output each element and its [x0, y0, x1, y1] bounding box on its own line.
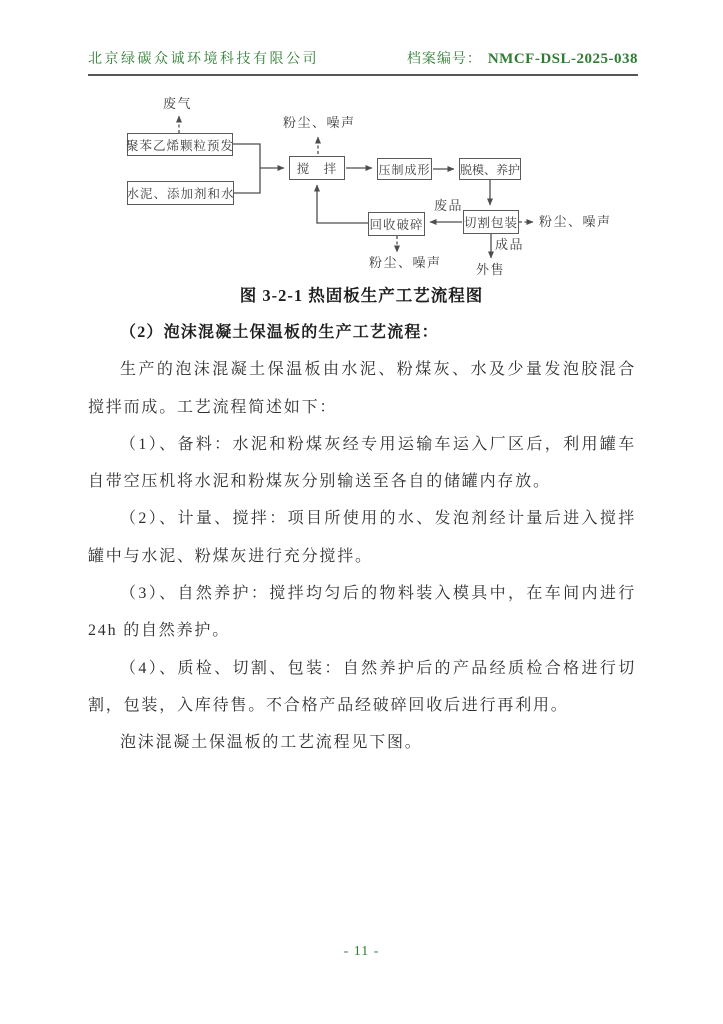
paragraph-intro: 生产的泡沫混凝土保温板由水泥、粉煤灰、水及少量发泡胶混合搅拌而成。工艺流程简述如下： — [88, 361, 636, 416]
label-waste-gas: 废气 — [163, 96, 193, 111]
figure-caption: 图 3-2-1 热固板生产工艺流程图 — [239, 286, 484, 305]
flow-node-cement-additives-water: 水泥、添加剂和水 — [127, 181, 234, 205]
page-header — [88, 48, 638, 76]
label-dust-noise-cutting: 粉尘、噪声 — [539, 214, 612, 229]
archive-number-value: NMCF-DSL-2025-038 — [487, 51, 638, 67]
flow-node-recycle-crushing: 回收破碎 — [368, 212, 425, 236]
label-scrap: 废品 — [434, 198, 464, 213]
flowchart-connectors — [0, 88, 723, 288]
company-name: 北京绿碳众诚环境科技有限公司 — [88, 52, 319, 67]
page-number: - 11 - — [343, 944, 380, 959]
flow-node-press-forming: 压制成形 — [377, 158, 432, 180]
archive-label: 档案编号： — [406, 52, 482, 67]
label-external-sale: 外售 — [476, 262, 506, 277]
document-body — [88, 314, 636, 762]
paragraph-step-4: （4）、质检、切割、包装：自然养护后的产品经质检合格进行切割，包装，入库待售。不合格产品经破碎回收后进行再利用。 — [88, 659, 636, 714]
flow-node-mixing: 搅 拌 — [289, 156, 345, 180]
connector-inputs-junction — [233, 144, 260, 193]
flow-node-pre-expansion: 聚苯乙烯颗粒预发 — [127, 133, 233, 156]
paragraph-step-2: （2）、计量、搅拌：项目所使用的水、发泡剂经计量后进入搅拌罐中与水泥、粉煤灰进行充分搅拌。 — [88, 510, 636, 565]
label-dust-noise-recycle: 粉尘、噪声 — [369, 255, 442, 270]
flow-node-cutting-packing: 切割包装 — [463, 210, 519, 234]
section-heading: （2）泡沫混凝土保温板的生产工艺流程： — [120, 324, 439, 341]
process-flowchart — [0, 88, 723, 288]
label-dust-noise-mixing: 粉尘、噪声 — [283, 115, 356, 130]
paragraph-step-3: （3）、自然养护：搅拌均匀后的物料装入模具中，在车间内进行 24h 的自然养护。 — [88, 585, 636, 640]
arrow-recycle-to-mixing — [317, 185, 368, 223]
flow-node-demold-curing: 脱模、养护 — [459, 158, 521, 180]
paragraph-outro: 泡沫混凝土保温板的工艺流程见下图。 — [120, 734, 423, 752]
label-finished-product: 成品 — [495, 237, 525, 252]
archive-number-group — [407, 48, 638, 68]
paragraph-step-1: （1）、备料：水泥和粉煤灰经专用运输车运入厂区后，利用罐车自带空压机将水泥和粉煤灰分别输送至各自的储罐内存放。 — [88, 435, 636, 491]
